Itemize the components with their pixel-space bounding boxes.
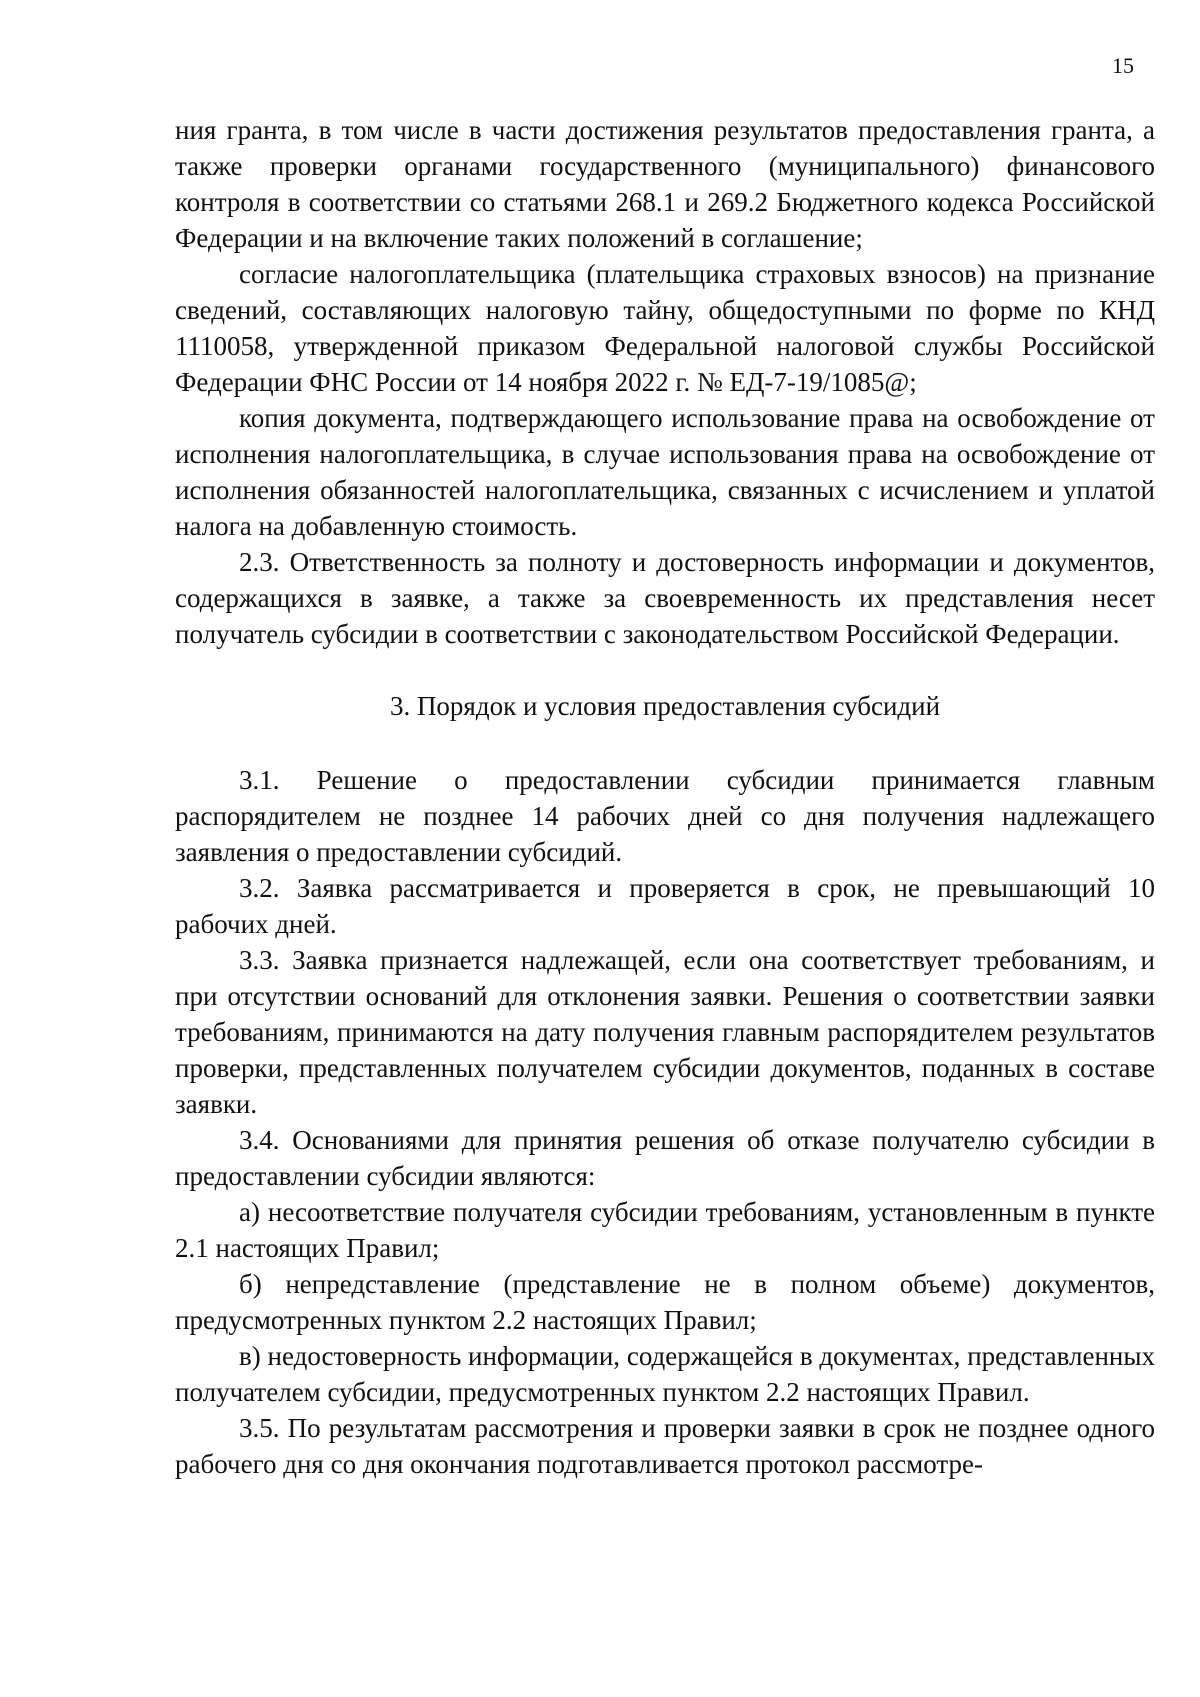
paragraph-2-3-responsibility: 2.3. Ответственность за полноту и достоверность информации и документов, содержащихся в заявке, а также за своевременность их представления несет получатель субсидии в соответствии с законодательством Российской Федерации. [175,547,1155,649]
document-body [175,112,1155,1482]
paragraph-3-1-decision: 3.1. Решение о предоставлении субсидии принимается главным распорядителем не позднее 14 рабочих дней со дня получения надлежащего заявления о предоставлении субсидий. [175,765,1155,867]
list-item-a-noncompliance: а) несоответствие получателя субсидии требованиям, установленным в пункте 2.1 настоящих Правил; [175,1197,1155,1263]
paragraph-tax-secret-consent: согласие налогоплательщика (плательщика страховых взносов) на признание сведений, составляющих налоговую тайну, общедоступными по форме по КНД 1110058, утвержденной приказом Федеральной налоговой службы Российской Федерации ФНС России от 14 ноября 2022 г. № ЕД-7-19/1085@; [175,259,1155,397]
paragraph-3-5-review-protocol: 3.5. По результатам рассмотрения и проверки заявки в срок не позднее одного рабочего дня со дня окончания подготавливается протокол рассмотре- [175,1413,1155,1479]
list-item-c-unreliable-information: в) недостоверность информации, содержащейся в документах, представленных получателем субсидии, предусмотренных пунктом 2.2 настоящих Правил. [175,1341,1155,1407]
paragraph-3-3-proper-application: 3.3. Заявка признается надлежащей, если она соответствует требованиям, и при отсутствии оснований для отклонения заявки. Решения о соответствии заявки требованиям, принимаются на дату получения главным распорядителем результатов проверки, представленных получателем субсидии документов, поданных в составе заявки. [175,945,1155,1119]
page-number: 15 [1112,53,1134,78]
paragraph-grant-control-consent: ния гранта, в том числе в части достижения результатов предоставления гранта, а также проверки органами государственного (муниципального) финансового контроля в соответствии со статьями 268.1 и 269.2 Бюджетного кодекса Российской Федерации и на включение таких положений в соглашение; [175,115,1155,253]
paragraph-vat-exemption-document: копия документа, подтверждающего использование права на освобождение от исполнения налогоплательщика, в случае использования права на освобождение от исполнения обязанностей налогоплательщика, связанных с исчислением и уплатой налога на добавленную стоимость. [175,403,1155,541]
paragraph-3-2-review-period: 3.2. Заявка рассматривается и проверяется в срок, не превышающий 10 рабочих дней. [175,873,1155,939]
section-heading-3: 3. Порядок и условия предоставления субсидий [389,691,941,721]
paragraph-3-4-refusal-grounds: 3.4. Основаниями для принятия решения об отказе получателю субсидии в предоставлении субсидии являются: [175,1125,1155,1191]
list-item-b-missing-documents: б) непредставление (представление не в полном объеме) документов, предусмотренных пунктом 2.2 настоящих Правил; [175,1269,1155,1335]
